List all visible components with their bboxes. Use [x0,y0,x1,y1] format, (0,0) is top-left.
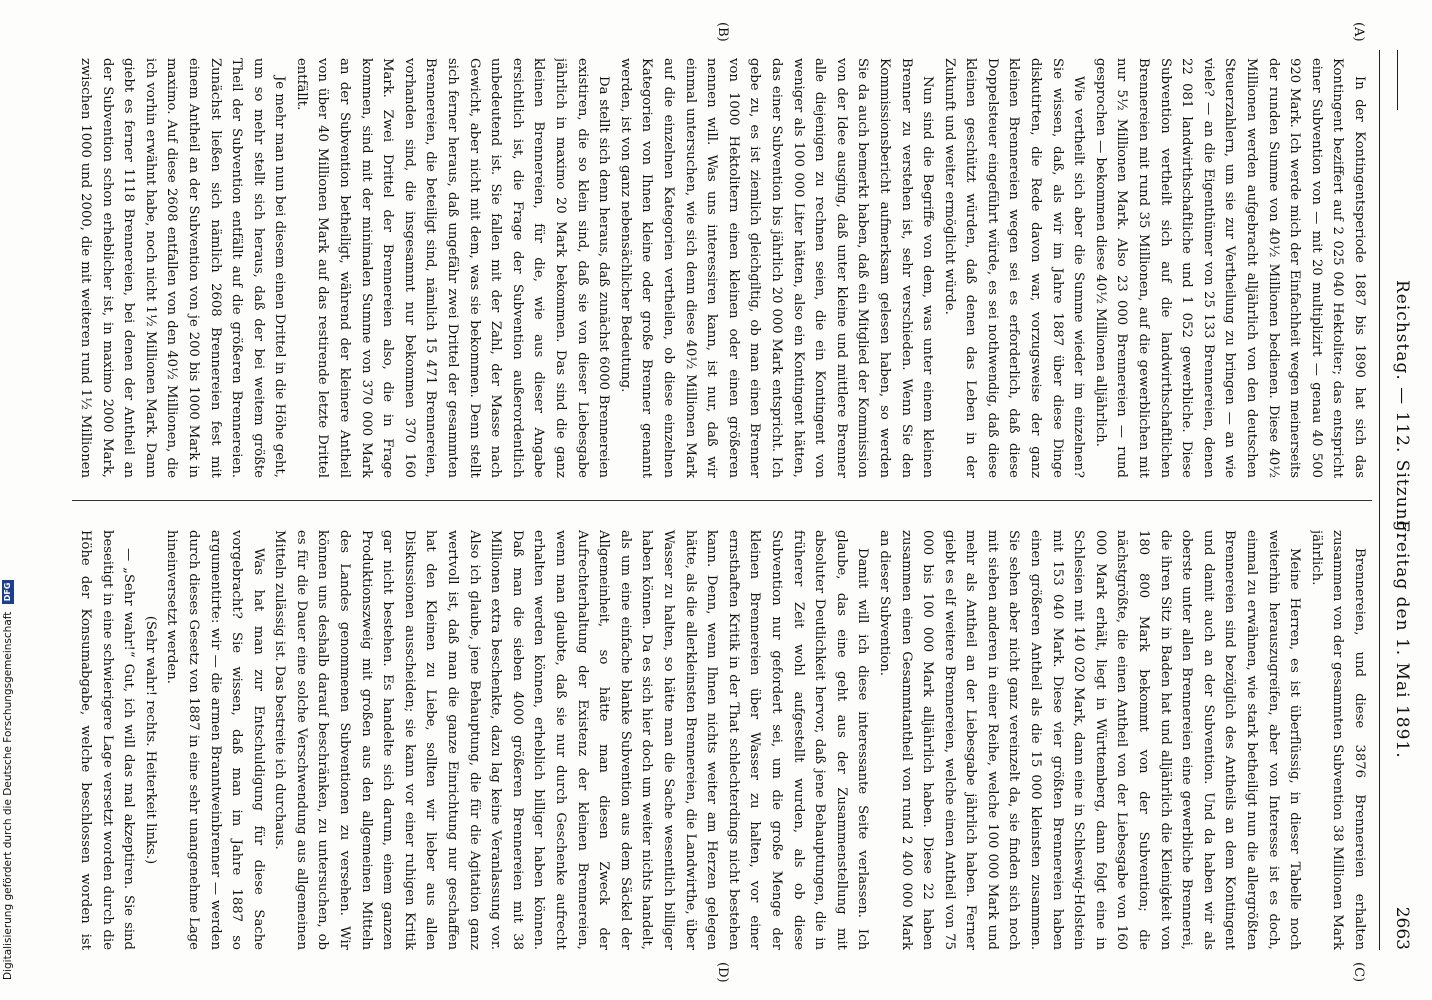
paragraph: Je mehr man nun bei diesem einen Drittel in die Höhe geht, um so mehr stellt sich heraus, daß der bei weitem größte Theil der Subvention entfällt auf die größeren Brennereien. Zunächst ließen sich nämlich 2608 Brennereien fest mit einem Antheil an der Subvention von je 200 bis 1000 Mark in maximo. Auf diese 2608 entfallen von den 40½ Millionen, die ich vorhin erwähnt habe, noch nicht 1½ Millionen Mark. Dann giebt es ferner 1118 Brennereien, bei denen der Antheil an der Subvention schon erheblicher ist, in maximo 2000 Mark, zwischen 1000 und 2000, die mit weiteren rund 1½ Millionen [77,58,288,478]
footer-strip [0,0,16,1000]
margin-mark-d: (D) [715,962,730,983]
paragraph: — „Sehr wahr!“ Gut, ich will das mal akzeptiren. Sie sind beseitigt in eine schwierigere Lage versetzt worden durch die Höhe der Konsumabgabe, welche beschlossen worden ist [77,530,137,950]
paragraph: Da stellt sich denn heraus, daß zunächst 6000 Brennereien existiren, die so klein sind, daß sie von dieser Liebesgabe jährlich in maximo 20 Mark bekommen. Das sind die ganz kleinen Brennereien, für die, wie aus dieser Angabe ersichtlich ist, die Frage der Subvention außerordentlich unbedeutend ist. Sie fallen mit der Zahl, der Masse nach Gewicht, aber nicht mit dem, was sie bekommen. Denn stellt sich ferner heraus, daß ungefähr zwei Drittel der gesammten Brennereien, die beteiligt sind, nämlich 15 471 Brennereien, vorhanden sind, die insgesammt nur bekommen 370 160 Mark. Zwei Drittel der Brennereien also, die in Frage kommen, sind mit der minimalen Summe von 370 000 Mark an der Subvention betheiligt, während der kleinere Antheil von über 40 Millionen Mark auf das restirende letzte Drittel entfällt. [293,58,612,478]
paragraph: Meine Herren, es ist überflüssig, in dieser Tabelle noch weiterhin herauszugreifen, aber von Interesse ist es doch, einmal zu erwähnen, wie stark betheiligt nun die allergrößten Brennereien sind bezüglich des Antheils an dem Kontingent und damit auch an der Subvention. Und da haben wir als oberste unter allen Brennereien eine gewerbliche Brennerei, die ihren Sitz in Baden hat und alljährlich die Kleinigkeit von 180 800 Mark bekommt von der Subvention; die nächstgrößte, die einen Antheil von der Liebesgabe von 160 000 Mark erhält, liegt in Württemberg, dann folgt eine in Schlesien mit 140 020 Mark, dann eine in Schleswig-Holstein mit 153 040 Mark. Diese vier größten Brennereien haben einen größeren Antheil als die 15 000 kleinsten zusammen. Sie sehen aber nicht ganz vereinzelt da, sie finden sich noch mit sieben anderen in einer Reihe, welche 100 000 Mark und mehr als Antheil an der Liebesgabe jährlich haben. Ferner giebt es elf weitere Brennereien, welche einen Antheil von 75 000 bis 100 000 Mark alljährlich haben. Diese 22 haben zusammen einen Gesammtantheil von rund 2 400 000 Mark an dieser Subvention. [876,530,1303,950]
paragraph: Wie vertheilt sich aber die Summe wieder im einzelnen? Sie wissen, daß, als wir im Jahre 1887 über diese Dinge diskutirten, die Rede davon war, vorzugsweise der ganz kleinen Brennereien wegen sei es erforderlich, daß diese Doppelsteuer eingeführt würde, es sei nothwendig, daß diese kleinen geschützt würden, daß denen das Leben in der Zukunft und weiter ermöglicht würde. [941,58,1087,478]
page-header [1378,50,1412,950]
dfg-logo: DFG [2,580,14,605]
header-left-rule [1397,50,1398,110]
margin-mark-c: (C) [1351,962,1366,983]
paragraph: Brennereien, und diese 3876 Brennereien erhalten zusammen von der gesammten Subvention 38 Millionen Mark jährlich. [1308,530,1367,950]
margin-mark-a: (A) [1351,22,1366,42]
paragraph: Was hat man zur Entschuldigung für diese Sache vorgebracht? Sie wissen, daß man im Jahre 1887 so argumentirte: wir — die armen Branntweinbrenner — werden durch dieses Gesetz von 1887 in eine sehr unangenehme Lage hineinversetzt werden. [164,530,266,950]
left-column [70,58,1370,478]
margin-mark-b: (B) [715,22,730,42]
footer-credit-text: Digitalisierung gefördert durch die Deutsche Forschungsgemeinschaft [2,611,14,980]
interjection: (Sehr wahr! rechts. Heiterkeit links.) [142,615,158,865]
right-column [70,530,1370,950]
paragraph: Nun sind die Begriffe von dem, was unter einem kleinen Brenner zu verstehen ist, sehr verschieden. Wenn Sie den Kommissionsbericht aufmerksam gelesen haben, so werden Sie da auch bemerkt haben, daß ein Mitglied der Kommission von der Idee ausging, daß unter kleine und mittlere Brenner alle diejenigen zu rechnen seien, die ein Kontingent von weniger als 100 000 Liter hätten, also ein Kontingent hätten, das einer Subvention bis jährlich 20 000 Mark entspricht. Ich gebe zu, es ist ziemlich gleichgiltig, ob man einen Brenner von 1000 Hektolitern einen kleinen oder einen größeren nennen will. Was uns interessiren kann, ist nur, daß wir einmal untersuchen, wie sich denn diese 40½ Millionen Mark auf die einzelnen Kategorien vertheilen, ob diese einzelnen Kategorien von Ihnen kleine oder große Brenner genannt werden, ist von ganz nebensächlicher Bedeutung. [617,58,936,478]
paragraph: Damit will ich diese interessante Seite verlassen. Ich glaube, das eine geht aus der Zusammenstellung mit absoluter Deutlichkeit hervor, daß jene Behauptungen, die in früherer Zeit wohl aufgestellt wurden, als ob diese Subvention nur gefordert sei, um die große Menge der kleinen Brennereien über Wasser zu halten, vor einer ernsthaften Kritik in der That schlechterdings nicht bestehen kann. Denn, wenn Ihnen nichts weiter am Herzen gelegen hätte, als die allerkleinsten Brennereien, die Landwirthe, über Wasser zu halten, so hätte man die Sache wesentlich billiger haben können. Da es sich hier doch um weiter nichts handelt, als um eine einfache blanke Subvention aus dem Säckel der Allgemeinheit, so hätte man diesen Zweck der Aufrechterhaltung der Existenz der kleinen Brennereien, wenn man glaubte, daß sie nur durch Geschenke aufrecht erhalten werden können, erheblich billiger haben können. Daß man die sieben 4000 größeren Brennereien mit 38 Millionen extra beschenkte, dazu lag keine Veranlassung vor. Also ich glaube, jene Behauptung, die für die Agitation ganz wertvoll ist, daß man die ganze Einrichtung nur geschaffen hat den Kleinen zu Liebe, sollten wir lieber aus allen Diskussionen ausscheiden; sie kann vor einer ruhigen Kritik gar nicht bestehen. Es handelte sich darum, einem ganzen Produktionszweig mit großen aus den allgemeinen Mitteln des Landes genommenen Subventionen zu versehen. Wir können uns deshalb darauf beschränken, zu untersuchen, ob es für die Dauer eine solche Verschwendung aus allgemeinen Mitteln zulässig ist. Das bestreite ich durchaus. [272,530,871,950]
header-title: Reichstag. — 112. Sitzung. [1392,280,1412,539]
paragraph: In der Kontingentsperiode 1887 bis 1890 hat sich das Kontingent beziffert auf 2 025 040 Hektoliter; das entspricht einer Subvention von — mit 20 multiplizirt — genau 40 500 920 Mark. Ich werde mich der Einfachheit wegen meinerseits der runden Summe von 40½ Millionen bedienen. Diese 40½ Millionen werden aufgebracht alljährlich von den deutschen Steuerzahlern, um sie zur Vertheilung zu bringen — an wie viele? — an die Eigenthümer von 25 133 Brennereien, denen 22 081 landwirthschaftliche und 1 052 gewerbliche. Diese Subvention vertheilt sich auf die landwirthschaftlichen Brennereien mit rund 35 Millionen, auf die gewerblichen mit nur 5½ Millionen Mark. Also 23 000 Brennereien — rund gesprochen — bekommen diese 40½ Millionen alljährlich. [1092,58,1367,478]
footer-credit [0,0,16,1000]
page-number: 2663 [1392,906,1412,950]
column-divider [72,500,1372,501]
header-bottom-rule [1379,50,1380,950]
header-date: Freitag den 1. Mai 1891. [1392,520,1412,759]
